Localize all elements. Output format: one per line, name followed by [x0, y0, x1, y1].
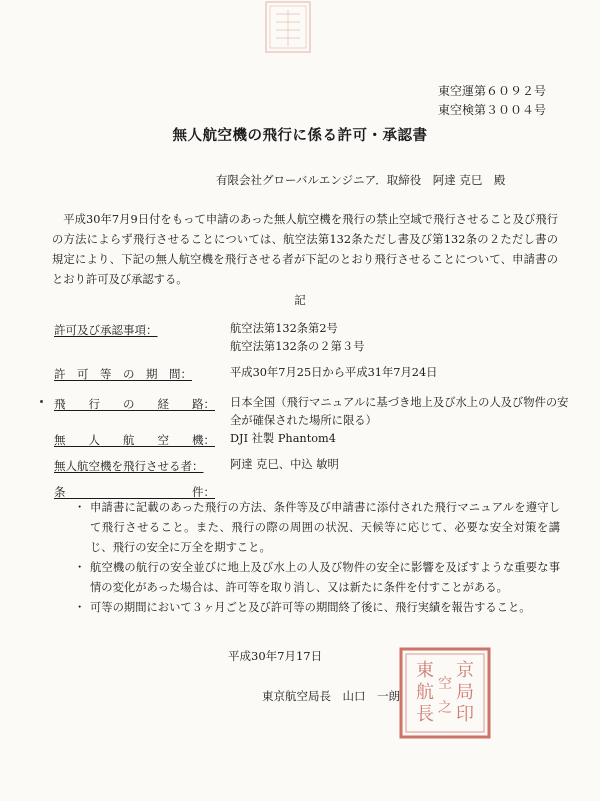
route-label: 飛 行 の 経 路： — [54, 397, 215, 411]
official-seal-icon — [398, 646, 492, 740]
conditions-list — [78, 498, 560, 618]
ki-heading: 記 — [294, 293, 306, 307]
route-value: 日本全国（飛行マニュアルに基づき地上及び水上の人及び物件の安全が確保された場所に限る） — [230, 396, 569, 427]
svg-text:之: 之 — [438, 700, 452, 716]
document-title: 無人航空機の飛行に係る許可・承認書 — [172, 127, 428, 144]
approval-value — [230, 320, 560, 356]
operators-label: 無人航空機を飛行させる者： — [54, 459, 204, 473]
condition-item-3: ・ 可等の期間において３ヶ月ごと及び許可等の期間終了後に、飛行実績を報告すること。 — [78, 598, 560, 618]
body-paragraph — [52, 210, 558, 290]
condition-item-1: ・ 申請書に記載のあった飛行の方法、条件等及び申請書に添付された飛行マニュアルを遵守して飛行させること。また、飛行の際の周囲の状況、天候等に応じて、必要な安全対策を講じ、飛行の安全に万全を期すこと。 — [78, 498, 560, 558]
operators-value: 阿達 克巳、中込 敏明 — [230, 458, 339, 471]
body-paragraph-text: 平成30年7月9日付をもって申請のあった無人航空機を飛行の禁止空域で飛行させること及び飛行の方法によらず飛行させることについては、航空法第132条ただし書及び第132条の２ただし書の規定により、下記の無人航空機を飛行させる者が下記のとおり飛行させることについて、申請書のとおり許可及び承認する。 — [52, 213, 558, 286]
svg-text:東: 東 — [416, 660, 434, 681]
addressee: 有限会社グローバルエンジニア．取締役 阿達 克巳 殿 — [216, 173, 506, 187]
period-value: 平成30年7月25日から平成31年7月24日 — [230, 366, 438, 379]
conditions-label: 条 件： — [54, 485, 215, 499]
stray-mark — [40, 400, 43, 403]
svg-text:空: 空 — [438, 676, 452, 692]
issue-date: 平成30年7月17日 — [228, 649, 323, 663]
svg-text:航: 航 — [416, 682, 434, 703]
svg-text:長: 長 — [416, 704, 434, 725]
approval-label: 許可及び承認事項： — [54, 323, 158, 337]
svg-text:局: 局 — [456, 682, 474, 703]
reference-number-1: 東空運第６０９２号 — [437, 84, 546, 98]
svg-text:京: 京 — [456, 660, 474, 681]
reference-numbers — [400, 82, 546, 120]
seal-top-icon — [258, 0, 318, 60]
condition-item-2: ・ 航空機の航行の安全並びに地上及び水上の人及び物件の安全に影響を及ぼすような重要な事情の変化があった場合は、許可等を取り消し、又は新たに条件を付すことがある。 — [78, 558, 560, 598]
aircraft-value: DJI 社製 Phantom4 — [230, 432, 336, 445]
approval-value-2: 航空法第132条の２第３号 — [230, 340, 365, 353]
reference-number-2: 東空検第３００４号 — [437, 103, 546, 117]
issuer-name: 東京航空局長 山口 一朗 — [262, 689, 400, 703]
approval-value-1: 航空法第132条第2号 — [230, 322, 338, 335]
svg-text:印: 印 — [456, 704, 474, 725]
aircraft-label: 無 人 航 空 機： — [54, 433, 215, 447]
period-label: 許 可 等 の 期 間： — [54, 367, 192, 381]
